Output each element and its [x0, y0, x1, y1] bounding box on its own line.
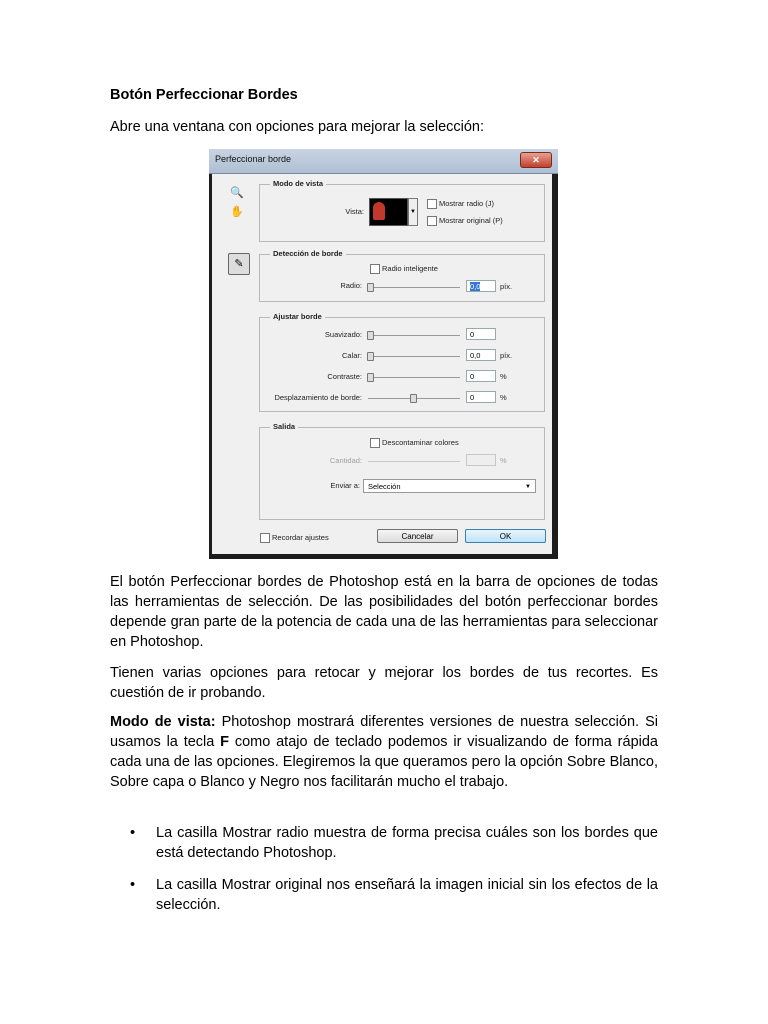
ajustar-row-slider-thumb[interactable]	[367, 373, 374, 382]
ajustar-row-input[interactable]: 0	[466, 328, 496, 340]
bullet-icon: •	[130, 877, 136, 893]
group-title: Salida	[270, 422, 298, 431]
dialog-body	[212, 174, 552, 554]
enviar-select[interactable]: Selección ▼	[363, 479, 536, 493]
ajustar-row-slider-thumb[interactable]	[367, 352, 374, 361]
group-salida	[259, 422, 545, 520]
ajustar-row-unit: %	[500, 372, 507, 381]
modo-vista-label: Modo de vista:	[110, 714, 216, 730]
mostrar-original-label: Mostrar original (P)	[439, 216, 503, 225]
ok-button[interactable]: OK	[465, 529, 546, 543]
list-item-text: La casilla Mostrar original nos enseñará la imagen inicial sin los efectos de la selección.	[156, 877, 658, 913]
chevron-down-icon: ▼	[525, 484, 531, 490]
ajustar-row-label: Calar:	[341, 351, 362, 360]
group-deteccion-borde	[259, 249, 545, 302]
mostrar-radio-label: Mostrar radio (J)	[439, 199, 495, 208]
ajustar-row-unit: %	[500, 393, 507, 402]
page-heading: Botón Perfeccionar Bordes	[110, 87, 298, 103]
group-title: Detección de borde	[270, 249, 346, 258]
brush-icon[interactable]: ✎	[228, 253, 250, 275]
ajustar-row-slider[interactable]	[368, 377, 460, 378]
recordar-checkbox[interactable]	[260, 533, 270, 543]
cantidad-input[interactable]	[466, 454, 496, 466]
cancel-button[interactable]: Cancelar	[377, 529, 458, 543]
list-item-text: La casilla Mostrar radio muestra de forma precisa cuáles son los bordes que está detectando Photoshop.	[156, 825, 658, 861]
chevron-down-icon[interactable]: ▼	[408, 198, 418, 226]
ajustar-row-unit: píx.	[500, 351, 513, 360]
cantidad-label: Cantidad:	[329, 456, 362, 465]
paragraph-modo-vista: Modo de vista: Photoshop mostrará diferentes versiones de nuestra selección. Si usamos la tecla F como atajo de teclado podemos ir visualizando de forma rápida cada una de las opciones. Elegiremos la que queramos pero la opción Sobre Blanco, Sobre capa o Blanco y Negro nos facilitarán mucho el trabajo.	[110, 714, 658, 790]
enviar-label: Enviar a:	[330, 481, 360, 490]
group-ajustar-borde	[259, 312, 545, 412]
close-icon[interactable]: ✕	[520, 152, 552, 168]
ajustar-row-input[interactable]: 0	[466, 370, 496, 382]
hand-icon[interactable]: ✋	[230, 206, 244, 218]
ajustar-row-label: Contraste:	[327, 372, 362, 381]
recordar-label: Recordar ajustes	[272, 533, 329, 542]
vista-label: Vista:	[345, 207, 364, 216]
ajustar-row-slider-thumb[interactable]	[367, 331, 374, 340]
vista-preview[interactable]	[369, 198, 408, 226]
radio-input[interactable]: 0,0	[466, 280, 496, 292]
radio-label: Radio:	[340, 281, 362, 290]
ajustar-row-input[interactable]: 0	[466, 391, 496, 403]
radio-inteligente-checkbox[interactable]	[370, 264, 380, 274]
ajustar-row-slider[interactable]	[368, 356, 460, 357]
mostrar-original-checkbox[interactable]	[427, 216, 437, 226]
radio-slider-thumb[interactable]	[367, 283, 374, 292]
descontaminar-checkbox[interactable]	[370, 438, 380, 448]
ajustar-row-input[interactable]: 0,0	[466, 349, 496, 361]
paragraph-perfeccionar: El botón Perfeccionar bordes de Photoshop está en la barra de opciones de todas las herramientas de selección. De las posibilidades del botón perfeccionar bordes depende gran parte de la potencia de cada una de las herramientas para seleccionar en Photoshop.	[110, 574, 658, 650]
radio-slider[interactable]	[368, 287, 460, 288]
mostrar-radio-checkbox[interactable]	[427, 199, 437, 209]
dialog-screenshot	[209, 149, 558, 559]
descontaminar-label: Descontaminar colores	[382, 438, 459, 447]
zoom-icon[interactable]: 🔍	[230, 187, 244, 199]
group-title: Modo de vista	[270, 179, 326, 188]
ajustar-row-slider-thumb[interactable]	[410, 394, 417, 403]
paragraph-opciones: Tienen varias opciones para retocar y mejorar los bordes de tus recortes. Es cuestión de ir probando.	[110, 665, 658, 701]
bullet-icon: •	[130, 825, 136, 841]
intro-paragraph: Abre una ventana con opciones para mejorar la selección:	[110, 119, 485, 135]
cantidad-slider[interactable]	[368, 461, 460, 462]
ajustar-row-slider[interactable]	[368, 335, 460, 336]
ajustar-row-label: Desplazamiento de borde:	[274, 393, 362, 402]
ajustar-row-label: Suavizado:	[324, 330, 362, 339]
radio-unit: píx.	[500, 282, 513, 291]
dialog-title: Perfeccionar borde	[215, 154, 292, 164]
radio-inteligente-label: Radio inteligente	[382, 264, 438, 273]
shortcut-key: F	[220, 734, 230, 750]
group-title: Ajustar borde	[270, 312, 325, 321]
group-modo-vista	[259, 179, 545, 242]
cantidad-unit: %	[500, 456, 507, 465]
dialog-titlebar	[209, 149, 558, 174]
